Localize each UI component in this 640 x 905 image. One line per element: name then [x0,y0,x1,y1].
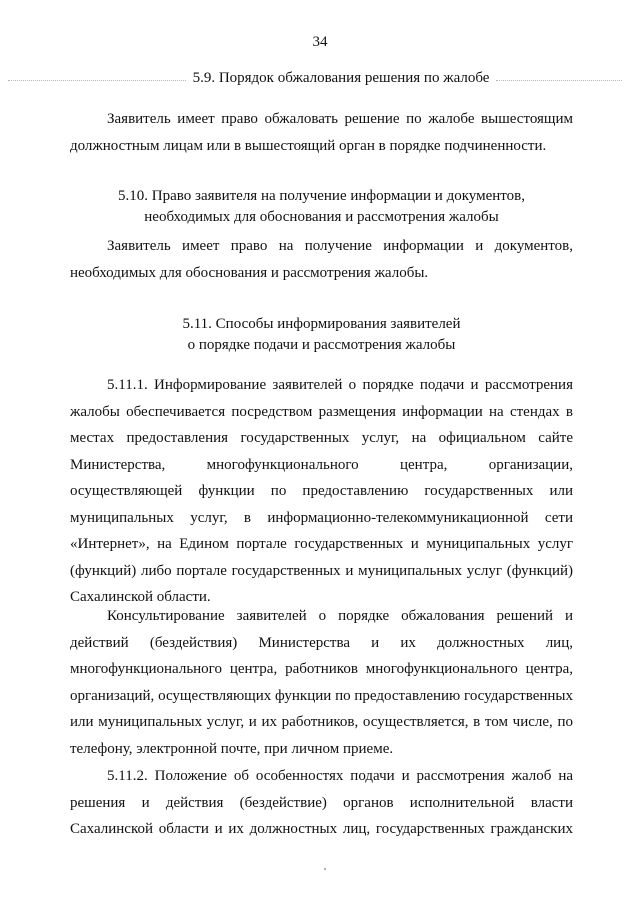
paragraph-line: необходимых для обоснования и рассмотрения жалобы. [70,264,429,281]
paragraph-line: должностным лицам или в вышестоящий орган в порядке подчиненности. [70,137,547,154]
paragraph-line: или муниципальных услуг, и их работников, осуществляется, в том числе, по [70,714,573,730]
paragraph-line: местах предоставления государственных услуг, на официальном сайте [70,430,573,446]
heading-line: о порядке подачи и рассмотрения жалобы [187,337,456,353]
paragraph-line: Министерства, многофункционального центра, организации, [70,456,573,473]
heading-5-10 [70,186,573,228]
paragraph-line: осуществляющей функции по предоставлению государственных или [70,483,573,499]
paragraph-line: Консультирование заявителей о порядке обжалования решений и [107,608,573,624]
heading-line: 5.10. Право заявителя на получение информации и документов, [118,188,525,204]
paragraph-5-9 [70,106,573,159]
paragraph-line: муниципальных услуг, в информационно-телекоммуникационной сети [70,509,573,526]
paragraph-line: Сахалинской области. [70,589,211,605]
paragraph-line: многофункционального центра, работников многофункционального центра, [70,661,573,677]
paragraph-line: действий (бездействия) Министерства и их должностных лиц, [70,634,573,651]
paragraph-line: Заявитель имеет право на получение информации и документов, [107,238,573,254]
paragraph-5-10 [70,233,573,286]
paragraph-line: телефону, электронной почте, при личном приеме. [70,740,394,757]
paragraph-line: «Интернет», на Едином портале государственных и муниципальных услуг [70,536,573,552]
paragraph-line: жалобы обеспечивается посредством размещения информации на стендах в [70,403,573,420]
heading-line: необходимых для обоснования и рассмотрения жалобы [144,209,499,225]
heading-line: 5.11. Способы информирования заявителей [182,316,461,332]
page-number: 34 [312,34,328,50]
heading-5-11 [70,314,573,356]
paragraph-5-11-consult [70,603,573,762]
paragraph-line: (функций) либо портале государственных и муниципальных услуг (функций) [70,562,573,579]
paragraph-line: Заявитель имеет право обжаловать решение по жалобе вышестоящим [107,111,573,127]
paragraph-5-11-1 [70,372,573,611]
paragraph-line: 5.11.1. Информирование заявителей о порядке подачи и рассмотрения [107,377,573,393]
scan-artifact [496,80,622,83]
paragraph-5-11-2 [70,763,573,843]
heading-5-9: 5.9. Порядок обжалования решения по жалобе [192,70,490,86]
scan-artifact [8,80,186,83]
paragraph-line: решения и действия (бездействие) органов исполнительной власти [70,794,573,811]
paragraph-line: 5.11.2. Положение об особенностях подачи и рассмотрения жалоб на [107,768,573,784]
scan-speck [324,868,326,870]
paragraph-line: Сахалинской области и их должностных лиц, государственных гражданских [70,821,573,837]
paragraph-line: организаций, осуществляющих функции по предоставлению государственных [70,687,573,704]
